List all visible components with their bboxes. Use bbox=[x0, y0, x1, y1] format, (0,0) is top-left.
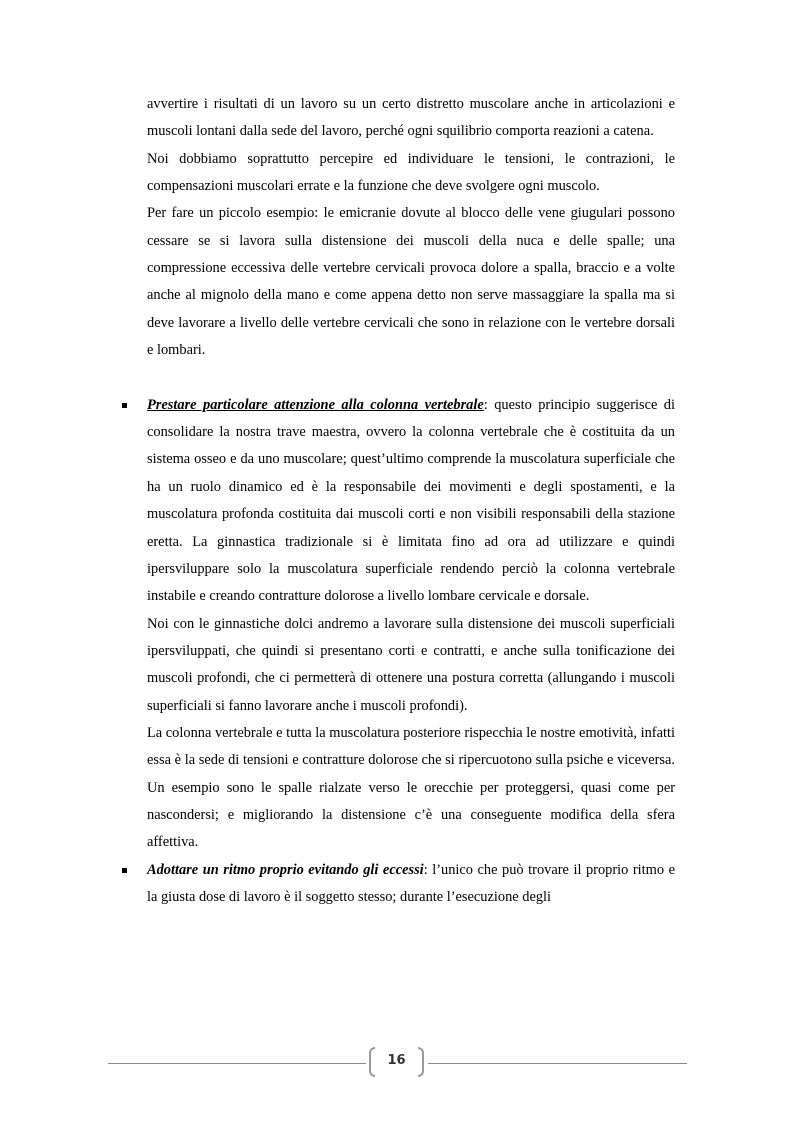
paragraph-soft-gymnastics: Noi con le ginnastiche dolci andremo a lavorare sulla distensione dei muscoli superficiali ipersviluppati, che quindi si presentano corti e contratti, e anche sulla tonificazione dei muscoli profondi, che ci permetterà di ottenere una postura corretta (allungando i muscoli superficiali si fanno lavorare anche i muscoli profondi). bbox=[147, 615, 675, 714]
bullet-spine-text: : questo principio suggerisce di consolidare la nostra trave maestra, ovvero la colonna vertebrale che è costituita da un sistema osseo e da uno muscolare; quest’ultimo comprende la muscolatura superficiale che ha un ruolo dinamico ed è la responsabile dei movimenti e degli spostamenti, e la muscolatura profonda costituita dai muscoli corti e non visibili responsabili della stazione eretta. La ginnastica tradizionale si è limitata fino ad ora ad utilizzare e quindi ipersviluppare solo la muscolatura superficiale rendendo perciò la colonna vertebrale instabile e creando contratture dolorose a livello lombare cervicale e dorsale. bbox=[147, 396, 675, 605]
bullet-item-spine bbox=[147, 392, 675, 857]
bullet-square-icon bbox=[122, 868, 127, 873]
page-number: 16 bbox=[387, 1053, 406, 1068]
bullet-heading-spine: Prestare particolare attenzione alla colonna vertebrale bbox=[147, 396, 484, 413]
bullet-item-rhythm bbox=[147, 857, 675, 912]
bullet-square-icon bbox=[122, 403, 127, 408]
spacer bbox=[147, 364, 675, 391]
right-brace-icon bbox=[418, 1047, 424, 1077]
footer-rule-right bbox=[428, 1063, 687, 1064]
bullet-heading-rhythm: Adottare un ritmo proprio evitando gli eccessi bbox=[147, 861, 424, 878]
footer-rule-left bbox=[108, 1063, 366, 1064]
bullet-rhythm-intro bbox=[147, 857, 675, 912]
paragraph-perception: Noi dobbiamo soprattutto percepire ed individuare le tensioni, le contrazioni, le compensazioni muscolari errate e la funzione che deve svolgere ogni muscolo. bbox=[147, 150, 675, 195]
bullet-rhythm-text: : l’unico che può trovare il proprio ritmo e la giusta dose di lavoro è il soggetto stesso; durante l’esecuzione degli bbox=[147, 861, 675, 905]
page-body bbox=[147, 91, 675, 911]
paragraph-emotions: La colonna vertebrale e tutta la muscolatura posteriore rispecchia le nostre emotività, infatti essa è la sede di tensioni e contratture dolorose che si ripercuotono sulla psiche e viceversa. Un esempio sono le spalle rialzate verso le orecchie per proteggersi, quasi come per nascondersi; e migliorando la distensione c’è una conseguente modifica della sfera affettiva. bbox=[147, 724, 675, 851]
paragraph-example: Per fare un piccolo esempio: le emicranie dovute al blocco delle vene giugulari possono cessare se si lavora sulla distensione dei muscoli della nuca e delle spalle; una compressione eccessiva delle vertebre cervicali provoca dolore a spalla, braccio e a volte anche al mignolo della mano e come appena detto non serve massaggiare la spalla ma si deve lavorare a livello delle vertebre cervicali che sono in relazione con le vertebre dorsali e lombari. bbox=[147, 205, 675, 359]
paragraph-chain-reactions: avvertire i risultati di un lavoro su un certo distretto muscolare anche in articolazioni e muscoli lontani dalla sede del lavoro, perché ogni squilibrio comporta reazioni a catena. bbox=[147, 96, 675, 140]
bullet-spine-intro bbox=[147, 392, 675, 611]
